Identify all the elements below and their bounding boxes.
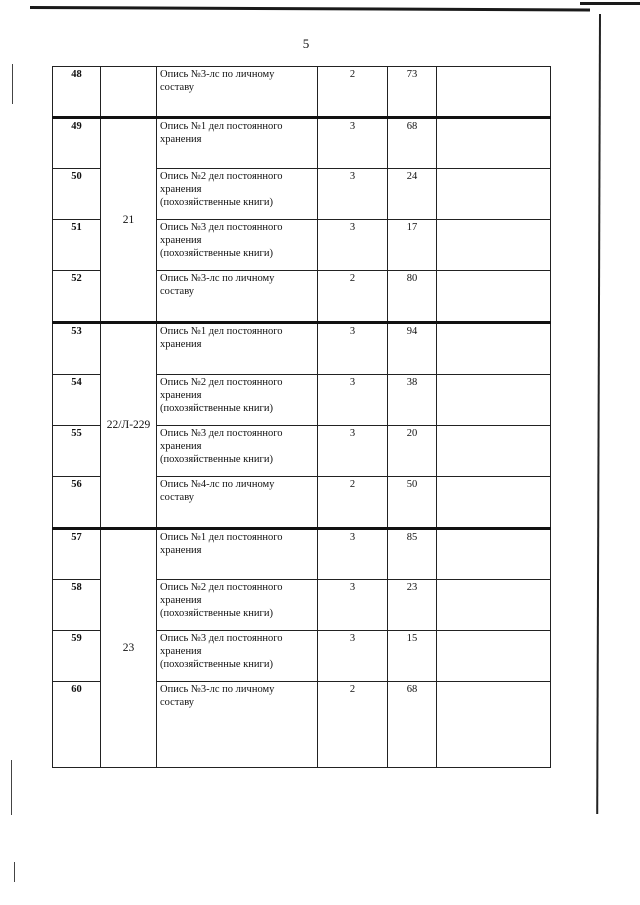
inventory-title-line: (похозяйственные книги) [160,659,273,670]
inventory-title-line: хранения [160,545,202,556]
file-count-cell: 15 [388,631,437,682]
inventory-title-line: составу [160,697,195,708]
inventory-title-cell [157,118,318,169]
category-cell: 2 [318,477,388,529]
note-cell [437,220,551,271]
inventory-title-line: Опись №2 дел постоянного [160,171,283,182]
inventory-title-line: Опись №3 дел постоянного [160,428,283,439]
fond-cell: 21 [101,118,157,323]
inventory-table-body [53,67,551,768]
fond-cell: 23 [101,529,157,768]
row-number-cell: 56 [53,477,101,529]
inventory-title-cell [157,682,318,768]
inventory-title-line: хранения [160,595,202,606]
file-count-cell: 20 [388,426,437,477]
inventory-title-cell [157,426,318,477]
file-count-cell: 23 [388,580,437,631]
inventory-title-cell [157,375,318,426]
row-number-cell: 57 [53,529,101,580]
row-number-cell: 54 [53,375,101,426]
inventory-title-cell [157,529,318,580]
row-number-cell: 55 [53,426,101,477]
file-count-cell: 94 [388,323,437,375]
note-cell [437,631,551,682]
scan-mark [12,64,13,104]
inventory-title-line: хранения [160,134,202,145]
inventory-title-line: хранения [160,184,202,195]
file-count-cell: 50 [388,477,437,529]
category-cell: 2 [318,682,388,768]
file-count-cell: 17 [388,220,437,271]
inventory-title-cell [157,220,318,271]
inventory-title-line: Опись №3-лс по личному [160,684,275,695]
file-count-cell: 24 [388,169,437,220]
inventory-title-cell [157,323,318,375]
fond-cell [101,67,157,118]
category-cell: 3 [318,426,388,477]
row-number-cell: 53 [53,323,101,375]
inventory-title-line: хранения [160,390,202,401]
scan-mark [11,760,12,815]
scan-mark [14,862,15,882]
note-cell [437,426,551,477]
file-count-cell: 80 [388,271,437,323]
inventory-title-line: Опись №1 дел постоянного [160,121,283,132]
inventory-title-line: хранения [160,646,202,657]
note-cell [437,323,551,375]
category-cell: 3 [318,323,388,375]
note-cell [437,169,551,220]
table-row [53,529,551,580]
inventory-title-line: Опись №3 дел постоянного [160,633,283,644]
table-row [53,118,551,169]
note-cell [437,118,551,169]
category-cell: 2 [318,271,388,323]
inventory-title-line: Опись №3-лс по личному [160,273,275,284]
category-cell: 3 [318,631,388,682]
row-number-cell: 50 [53,169,101,220]
row-number-cell: 52 [53,271,101,323]
inventory-title-line: хранения [160,441,202,452]
note-cell [437,529,551,580]
inventory-title-line: Опись №2 дел постоянного [160,377,283,388]
category-cell: 3 [318,580,388,631]
inventory-title-line: (похозяйственные книги) [160,454,273,465]
inventory-table [52,66,551,768]
file-count-cell: 85 [388,529,437,580]
inventory-title-line: Опись №1 дел постоянного [160,326,283,337]
file-count-cell: 38 [388,375,437,426]
inventory-title-line: Опись №3 дел постоянного [160,222,283,233]
note-cell [437,682,551,768]
row-number-cell: 60 [53,682,101,768]
row-number-cell: 49 [53,118,101,169]
note-cell [437,580,551,631]
table-row [53,323,551,375]
category-cell: 2 [318,67,388,118]
inventory-title-line: Опись №3-лс по личному [160,69,275,80]
note-cell [437,67,551,118]
inventory-title-line: Опись №2 дел постоянного [160,582,283,593]
category-cell: 3 [318,118,388,169]
inventory-title-cell [157,67,318,118]
row-number-cell: 51 [53,220,101,271]
inventory-title-line: (похозяйственные книги) [160,608,273,619]
page-number: 5 [302,36,310,51]
file-count-cell: 73 [388,67,437,118]
inventory-title-line: Опись №1 дел постоянного [160,532,283,543]
scan-edge-top [30,6,590,11]
file-count-cell: 68 [388,682,437,768]
table-row [53,67,551,118]
category-cell: 3 [318,220,388,271]
row-number-cell: 59 [53,631,101,682]
category-cell: 3 [318,169,388,220]
inventory-title-line: составу [160,286,195,297]
file-count-cell: 68 [388,118,437,169]
scan-edge-right [596,14,601,814]
note-cell [437,271,551,323]
inventory-title-line: составу [160,492,195,503]
inventory-title-cell [157,169,318,220]
inventory-title-line: (похозяйственные книги) [160,403,273,414]
inventory-title-cell [157,477,318,529]
row-number-cell: 58 [53,580,101,631]
inventory-title-line: Опись №4-лс по личному [160,479,275,490]
note-cell [437,477,551,529]
fond-cell: 22/Л-229 [101,323,157,529]
inventory-title-line: хранения [160,235,202,246]
inventory-title-line: (похозяйственные книги) [160,248,273,259]
inventory-title-cell [157,580,318,631]
inventory-title-cell [157,271,318,323]
note-cell [437,375,551,426]
row-number-cell: 48 [53,67,101,118]
inventory-title-line: хранения [160,339,202,350]
inventory-title-line: (похозяйственные книги) [160,197,273,208]
scan-edge-top-right [580,2,640,5]
category-cell: 3 [318,375,388,426]
category-cell: 3 [318,529,388,580]
inventory-title-cell [157,631,318,682]
inventory-title-line: составу [160,82,195,93]
